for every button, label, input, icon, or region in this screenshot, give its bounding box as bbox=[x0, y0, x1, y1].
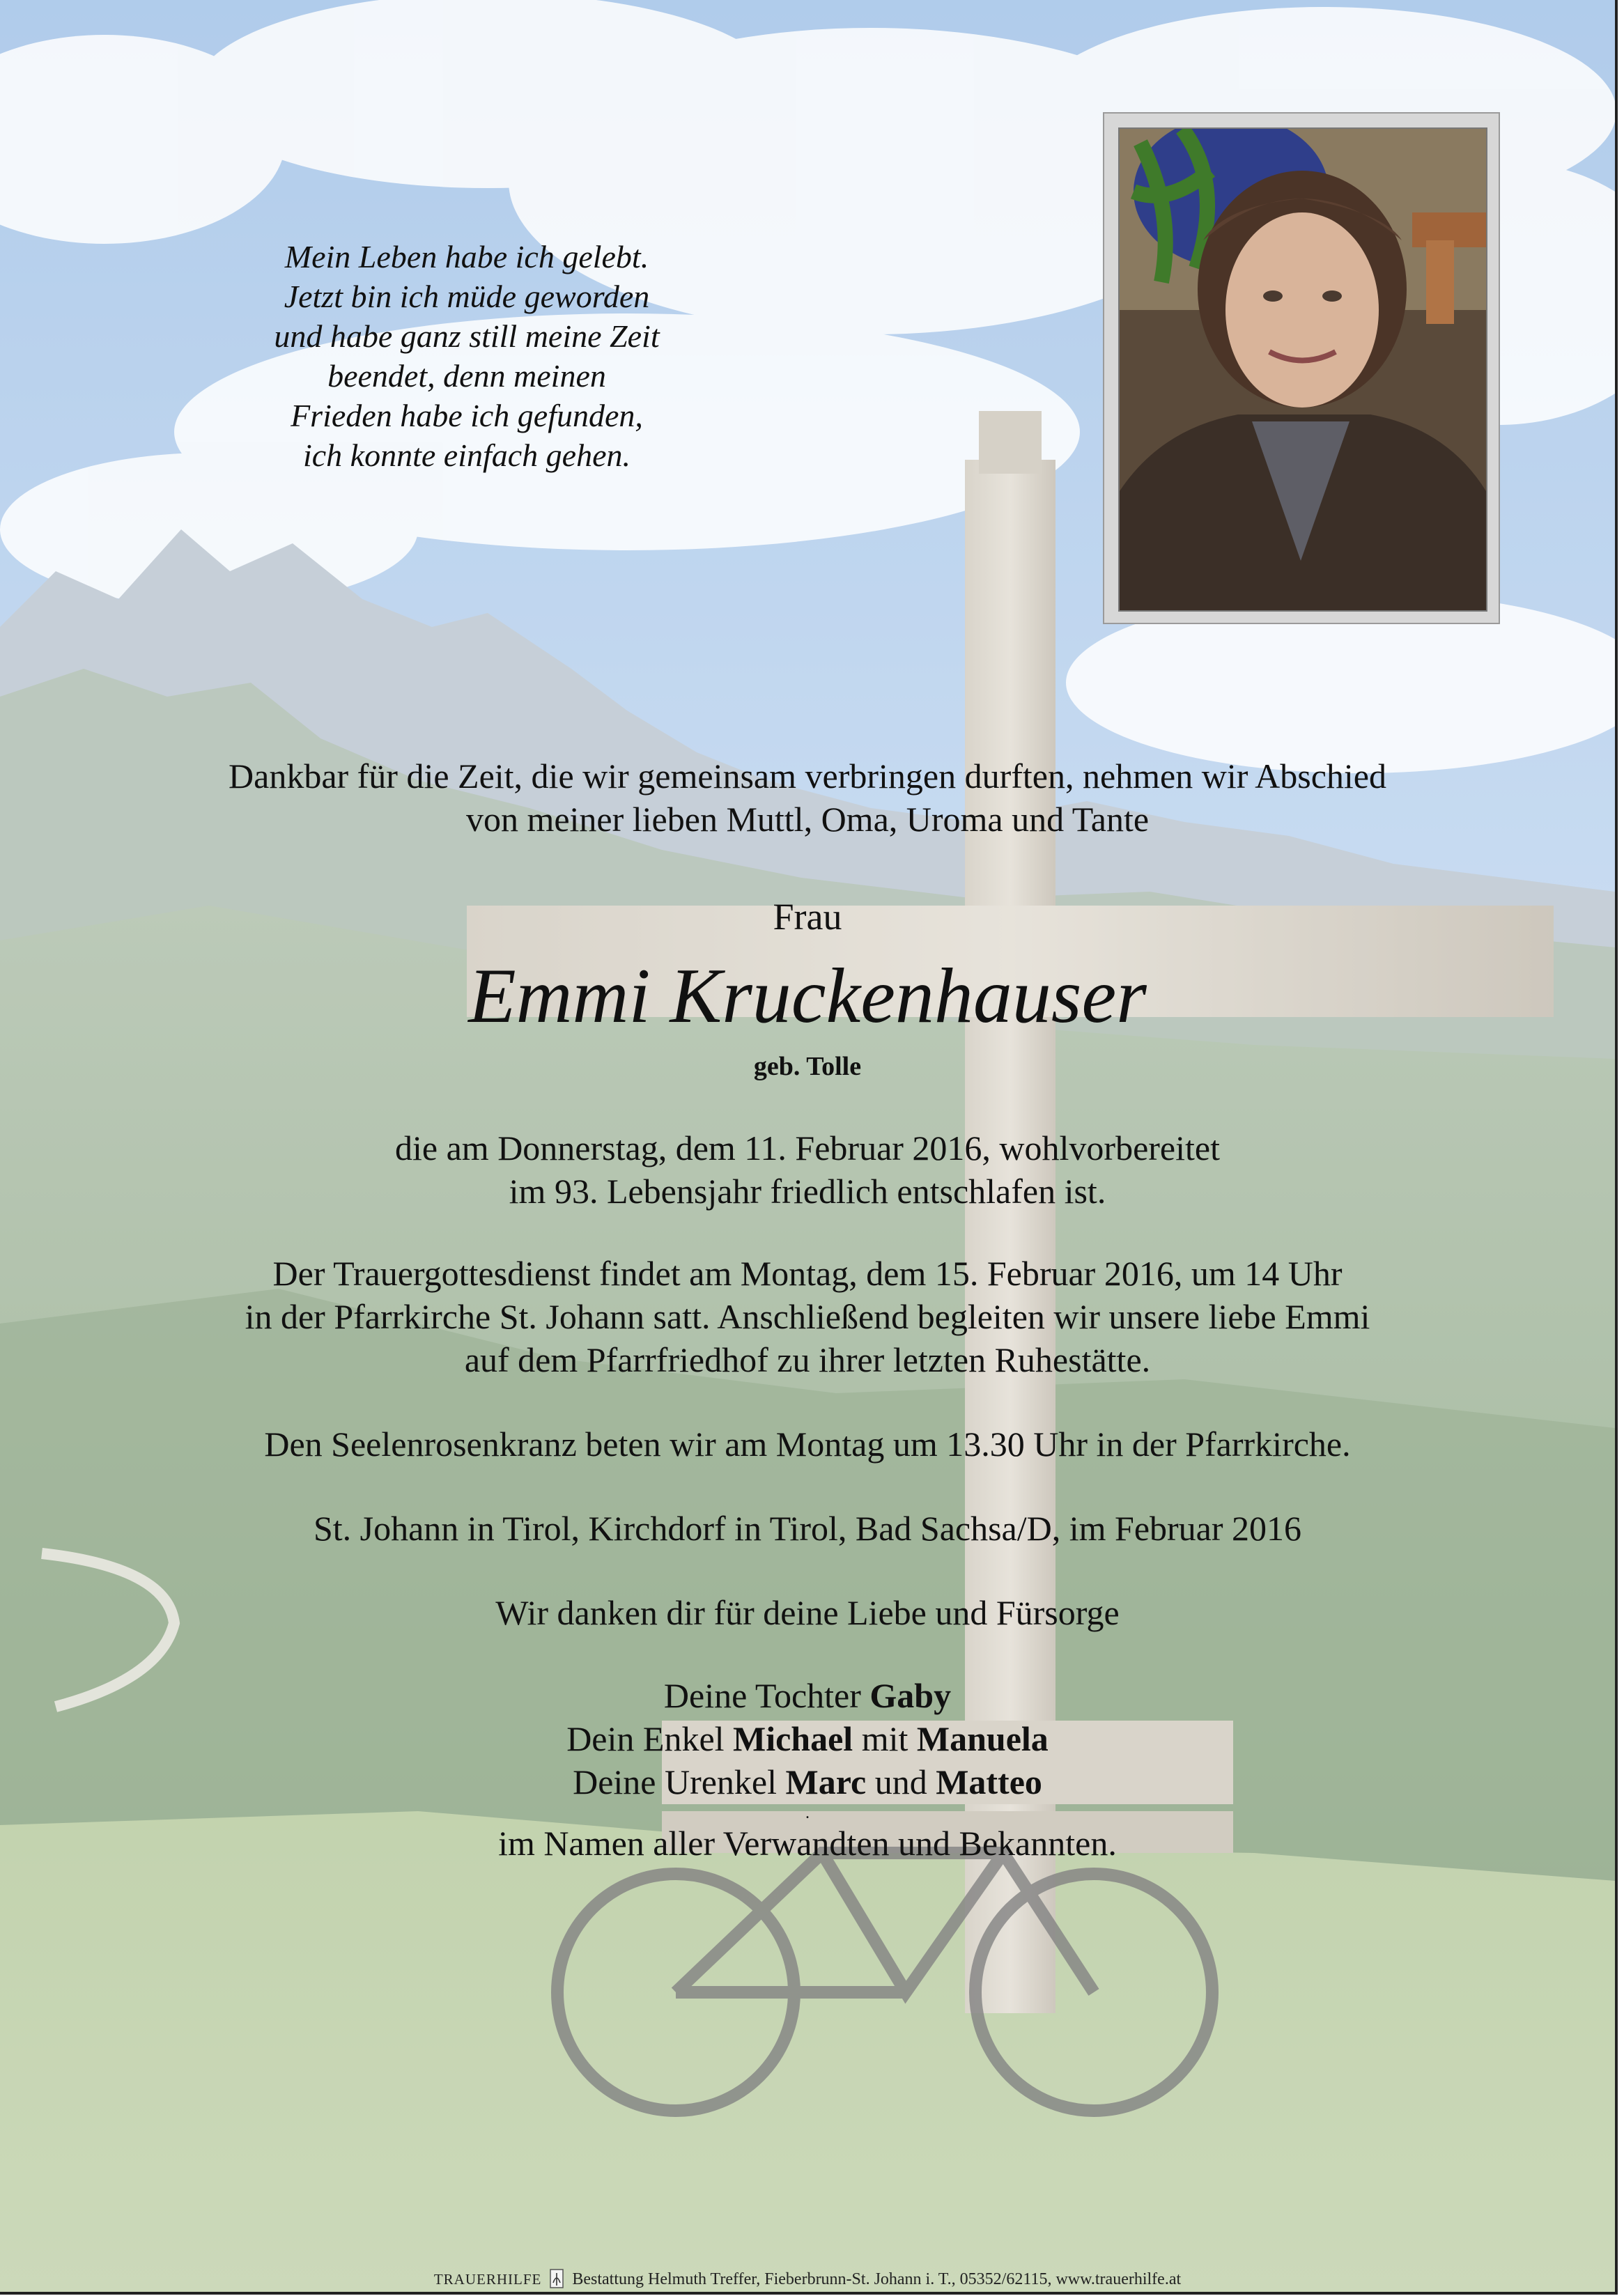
mourner-daughter bbox=[0, 1674, 1615, 1717]
service-line: in der Pfarrkirche St. Johann satt. Anschließend begleiten wir unsere liebe Emmi bbox=[245, 1297, 1370, 1336]
trauerhilfe-logo-icon bbox=[550, 2269, 564, 2288]
portrait-photo bbox=[1118, 127, 1487, 612]
relation-text: Dein Enkel bbox=[566, 1719, 734, 1758]
thanks-line: Wir danken dir für deine Liebe und Fürsorge bbox=[495, 1593, 1120, 1632]
separator-dot: . bbox=[805, 1804, 810, 1822]
closing-line: im Namen aller Verwandten und Bekannten. bbox=[498, 1824, 1117, 1863]
mourner-grandson bbox=[0, 1717, 1615, 1760]
mourner-name: Marc bbox=[785, 1762, 867, 1801]
mourner-great-grandchildren bbox=[0, 1760, 1615, 1804]
deceased-name: Emmi Kruckenhauser bbox=[468, 953, 1147, 1039]
mourner-name: Gaby bbox=[869, 1676, 952, 1715]
poem-line: Jetzt bin ich müde geworden bbox=[284, 279, 650, 314]
place-and-date: St. Johann in Tirol, Kirchdorf in Tirol, Bad Sachsa/D, im Februar 2016 bbox=[313, 1509, 1302, 1548]
relation-text: Deine Urenkel bbox=[573, 1762, 786, 1801]
honorific: Frau bbox=[773, 896, 842, 938]
funeral-service-info bbox=[0, 1252, 1615, 1381]
death-line: die am Donnerstag, dem 11. Februar 2016, wohlvorbereitet bbox=[395, 1128, 1220, 1168]
poem-line: beendet, denn meinen bbox=[327, 358, 606, 394]
mourner-name: Matteo bbox=[936, 1762, 1042, 1801]
footer-brand: TRAUERHILFE bbox=[433, 2271, 542, 2288]
connector-text: mit bbox=[853, 1719, 917, 1758]
portrait-frame bbox=[1103, 112, 1500, 624]
poem-line: und habe ganz still meine Zeit bbox=[274, 318, 660, 354]
rosary-info: Den Seelenrosenkranz beten wir am Montag um 13.30 Uhr in der Pfarrkirche. bbox=[264, 1425, 1351, 1464]
death-line: im 93. Lebensjahr friedlich entschlafen ist. bbox=[509, 1172, 1106, 1211]
footer-text: Bestattung Helmuth Treffer, Fieberbrunn-St. Johann i. T., 05352/62115, www.trauerhilfe.at bbox=[572, 2270, 1182, 2288]
poem-line: ich konnte einfach gehen. bbox=[302, 437, 631, 473]
poem-line: Frieden habe ich gefunden, bbox=[291, 398, 643, 433]
connector-text: und bbox=[866, 1762, 936, 1801]
relation-text: Deine Tochter bbox=[663, 1676, 870, 1715]
service-line: Der Trauergottesdienst findet am Montag, dem 15. Februar 2016, um 14 Uhr bbox=[272, 1254, 1343, 1293]
poem-line: Mein Leben habe ich gelebt. bbox=[284, 239, 649, 274]
farewell-intro bbox=[0, 754, 1615, 841]
footer bbox=[0, 2269, 1615, 2289]
service-line: auf dem Pfarrfriedhof zu ihrer letzten Ruhestätte. bbox=[464, 1340, 1151, 1379]
maiden-name: geb. Tolle bbox=[753, 1052, 862, 1081]
mourner-name: Manuela bbox=[916, 1719, 1049, 1758]
intro-line: von meiner lieben Muttl, Oma, Uroma und Tante bbox=[465, 800, 1150, 839]
poem bbox=[181, 237, 752, 475]
mourners-list bbox=[0, 1674, 1615, 1823]
intro-line: Dankbar für die Zeit, die wir gemeinsam verbringen durften, nehmen wir Abschied bbox=[229, 757, 1386, 796]
death-notice bbox=[0, 1126, 1615, 1213]
mourner-name: Michael bbox=[733, 1719, 853, 1758]
